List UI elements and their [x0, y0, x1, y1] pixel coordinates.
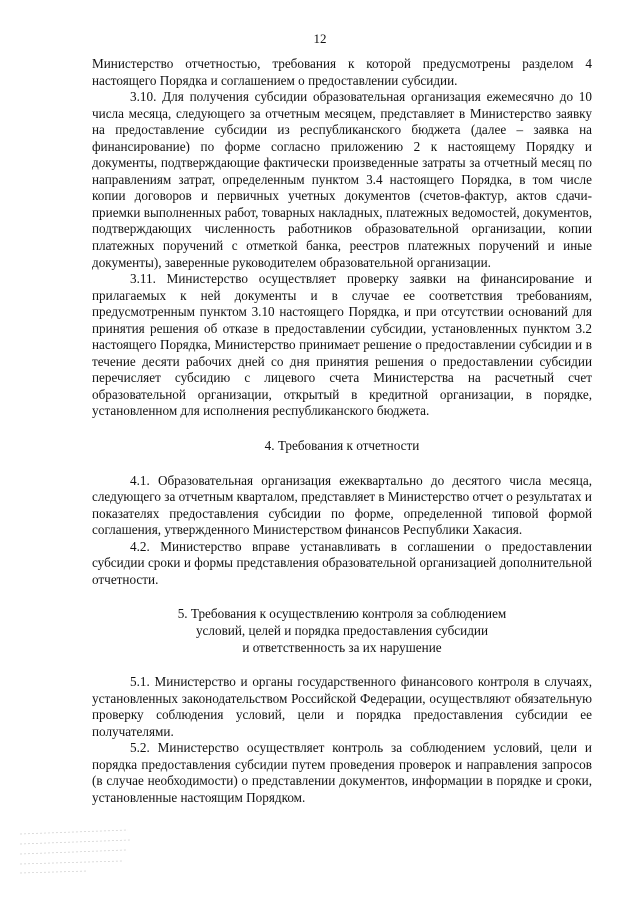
faded-stamp-mark	[18, 826, 138, 878]
paragraph-4-1: 4.1. Образовательная организация ежеквартально до десятого числа месяца, следующего за отчетным кварталом, представляет в Министерство отчет о результатах и показателях предоставления субсидии по форме, определенной типовой формой соглашения, утвержденного Министерством финансов Республики Хакасия.	[92, 472, 592, 538]
paragraph-3-11: 3.11. Министерство осуществляет проверку заявки на финансирование и прилагаемых к ней документы и в случае ее соответствия требованиям, предусмотренным пунктом 3.10 настоящего Порядка, и при отсутствии оснований для принятия решения об отказе в предоставлении субсидии, установленных пунктом 3.2 настоящего Порядка, Министерство принимает решение о предоставлении субсидии и в течение десяти рабочих дней со дня принятия решения о предоставлении субсидии перечисляет субсидию с лицевого счета Министерства на расчетный счет образовательной организации, открытый в кредитной организации, в порядке, установленном для исполнения республиканского бюджета.	[92, 271, 592, 419]
page-number: 12	[313, 31, 327, 46]
paragraph-5-1: 5.1. Министерство и органы государственного финансового контроля в случаях, установленных законодательством Российской Федерации, осуществляют обязательную проверку соблюдения условий, цели и порядка предоставления субсидии ее получателями.	[92, 674, 592, 739]
document-body	[92, 56, 592, 806]
section-5-heading-line-3: и ответственность за их нарушение	[242, 639, 442, 655]
paragraph-3-10: 3.10. Для получения субсидии образовательная организация ежемесячно до 10 числа месяца, следующего за отчетным месяцем, представляет в Министерство заявку на предоставление субсидии из республиканского бюджета (далее – заявка на финансирование) по форме согласно приложению 2 к настоящему Порядку и документы, подтверждающие фактически произведенные затраты за отчетный месяц по направлениям затрат, определенным пунктом 3.4 настоящего Порядка, в том числе копии договоров и первичных учетных документов (счетов-фактур, актов сдачи-приемки выполненных работ, товарных накладных, платежных ведомостей, документов, подтверждающих численность работников образовательной организации, копии платежных поручений с отметкой банка, реестров платежных поручений и иные документы), заверенные руководителем образовательной организации.	[92, 89, 592, 270]
section-5-heading-line-1: 5. Требования к осуществлению контроля за соблюдением	[177, 606, 507, 622]
section-5-heading-line-2: условий, целей и порядка предоставления субсидии	[195, 622, 489, 638]
paragraph-4-2: 4.2. Министерство вправе устанавливать в соглашении о предоставлении субсидии сроки и формы представления образовательной организацией дополнительной отчетности.	[92, 538, 592, 587]
paragraph-continuation: Министерство отчетностью, требования к которой предусмотрены разделом 4 настоящего Порядка и соглашением о предоставлении субсидии.	[92, 56, 592, 88]
section-5-heading	[92, 606, 592, 656]
paragraph-5-2: 5.2. Министерство осуществляет контроль за соблюдением условий, цели и порядка предоставления субсидии путем проведения проверок и направления запросов (в случае необходимости) о представлении документов, информации в порядке и сроки, установленные настоящим Порядком.	[92, 740, 592, 805]
section-4-heading: 4. Требования к отчетности	[264, 438, 420, 454]
